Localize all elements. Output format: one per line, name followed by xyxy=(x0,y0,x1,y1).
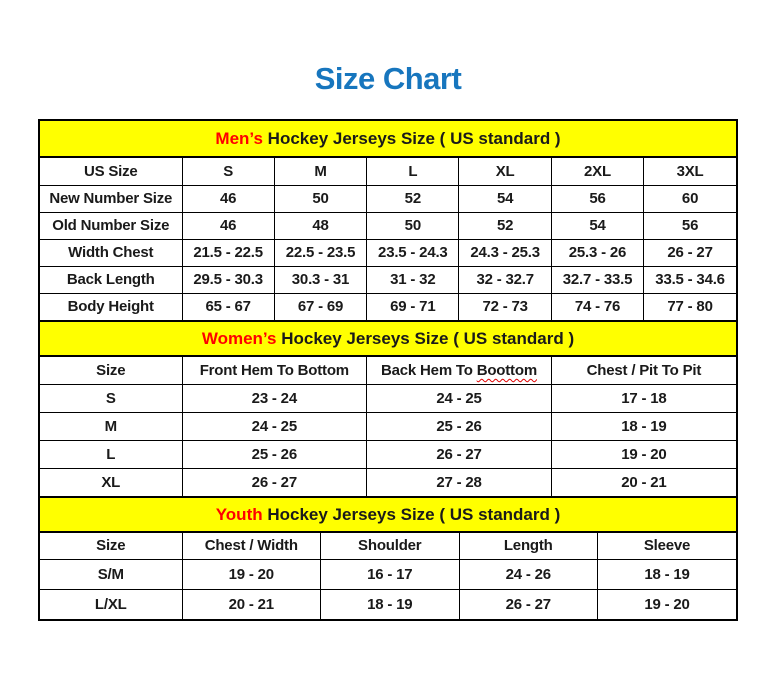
cell: 26 - 27 xyxy=(367,440,552,468)
cell: 31 - 32 xyxy=(367,266,459,293)
womens-banner-highlight: Women’s xyxy=(201,328,277,348)
womens-size-table xyxy=(40,357,736,496)
cell: 29.5 - 30.3 xyxy=(182,266,274,293)
cell: 54 xyxy=(459,185,551,212)
page-title: Size Chart xyxy=(314,61,462,96)
table-row-womens-s xyxy=(40,384,736,412)
cell: 77 - 80 xyxy=(644,293,736,320)
cell: 19 - 20 xyxy=(182,559,321,589)
cell: 32 - 32.7 xyxy=(459,266,551,293)
cell: 24.3 - 25.3 xyxy=(459,239,551,266)
table-row-womens-xl xyxy=(40,468,736,496)
cell: 16 - 17 xyxy=(321,559,460,589)
table-row-back-length xyxy=(40,266,736,293)
mens-banner-text: Hockey Jerseys Size ( US standard ) xyxy=(262,128,561,148)
column-header-size: Size xyxy=(40,357,182,384)
cell: 26 - 27 xyxy=(459,589,598,619)
cell: 25 - 26 xyxy=(182,440,367,468)
cell: 26 - 27 xyxy=(644,239,736,266)
column-header-us-size: US Size xyxy=(40,158,182,185)
table-row-old-number-size xyxy=(40,212,736,239)
column-header-chest-width: Chest / Width xyxy=(182,533,321,559)
cell: 56 xyxy=(644,212,736,239)
table-row-youth-sm xyxy=(40,559,736,589)
youth-banner-highlight: Youth xyxy=(215,504,263,524)
cell: 24 - 26 xyxy=(459,559,598,589)
cell: 50 xyxy=(274,185,366,212)
row-label: L/XL xyxy=(40,589,182,619)
column-header-s: S xyxy=(182,158,274,185)
cell: 30.3 - 31 xyxy=(274,266,366,293)
cell: 48 xyxy=(274,212,366,239)
cell: 23.5 - 24.3 xyxy=(367,239,459,266)
cell: 46 xyxy=(182,212,274,239)
table-row-womens-m xyxy=(40,412,736,440)
cell: 33.5 - 34.6 xyxy=(644,266,736,293)
cell: 24 - 25 xyxy=(367,384,552,412)
back-hem-typo-word: Boottom xyxy=(476,361,537,379)
cell: 18 - 19 xyxy=(598,559,737,589)
column-header-chest-pit: Chest / Pit To Pit xyxy=(551,357,736,384)
cell: 21.5 - 22.5 xyxy=(182,239,274,266)
cell: 56 xyxy=(551,185,643,212)
column-header-xl: XL xyxy=(459,158,551,185)
mens-banner-highlight: Men’s xyxy=(215,128,263,148)
cell: 27 - 28 xyxy=(367,468,552,496)
table-row-youth-lxl xyxy=(40,589,736,619)
youth-header-row xyxy=(40,533,736,559)
column-header-3xl: 3XL xyxy=(644,158,736,185)
cell: 60 xyxy=(644,185,736,212)
youth-section-banner xyxy=(40,496,736,533)
mens-size-table xyxy=(40,158,736,320)
column-header-size: Size xyxy=(40,533,182,559)
cell: 17 - 18 xyxy=(551,384,736,412)
womens-header-row xyxy=(40,357,736,384)
column-header-shoulder: Shoulder xyxy=(321,533,460,559)
cell: 24 - 25 xyxy=(182,412,367,440)
cell: 23 - 24 xyxy=(182,384,367,412)
table-row-womens-l xyxy=(40,440,736,468)
row-label: Width Chest xyxy=(40,239,182,266)
table-row-width-chest xyxy=(40,239,736,266)
womens-banner-text: Hockey Jerseys Size ( US standard ) xyxy=(276,328,575,348)
size-chart-tables xyxy=(38,119,738,621)
cell: 18 - 19 xyxy=(551,412,736,440)
cell: 19 - 20 xyxy=(551,440,736,468)
table-row-body-height xyxy=(40,293,736,320)
column-header-m: M xyxy=(274,158,366,185)
column-header-sleeve: Sleeve xyxy=(598,533,737,559)
mens-header-row xyxy=(40,158,736,185)
youth-banner-text: Hockey Jerseys Size ( US standard ) xyxy=(262,504,561,524)
row-label: Back Length xyxy=(40,266,182,293)
cell: 18 - 19 xyxy=(321,589,460,619)
column-header-front-hem: Front Hem To Bottom xyxy=(182,357,367,384)
row-label: S xyxy=(40,384,182,412)
row-label: New Number Size xyxy=(40,185,182,212)
row-label: XL xyxy=(40,468,182,496)
column-header-l: L xyxy=(367,158,459,185)
table-row-new-number-size xyxy=(40,185,736,212)
cell: 50 xyxy=(367,212,459,239)
row-label: S/M xyxy=(40,559,182,589)
cell: 74 - 76 xyxy=(551,293,643,320)
youth-size-table xyxy=(40,533,736,619)
row-label: M xyxy=(40,412,182,440)
column-header-back-hem xyxy=(367,357,552,384)
cell: 20 - 21 xyxy=(551,468,736,496)
cell: 19 - 20 xyxy=(598,589,737,619)
cell: 72 - 73 xyxy=(459,293,551,320)
cell: 67 - 69 xyxy=(274,293,366,320)
cell: 26 - 27 xyxy=(182,468,367,496)
cell: 54 xyxy=(551,212,643,239)
row-label: L xyxy=(40,440,182,468)
row-label: Old Number Size xyxy=(40,212,182,239)
cell: 65 - 67 xyxy=(182,293,274,320)
row-label: Body Height xyxy=(40,293,182,320)
back-hem-prefix: Back Hem To xyxy=(381,361,477,379)
cell: 52 xyxy=(459,212,551,239)
cell: 25 - 26 xyxy=(367,412,552,440)
cell: 20 - 21 xyxy=(182,589,321,619)
womens-section-banner xyxy=(40,320,736,357)
mens-section-banner xyxy=(40,121,736,158)
cell: 25.3 - 26 xyxy=(551,239,643,266)
cell: 46 xyxy=(182,185,274,212)
cell: 52 xyxy=(367,185,459,212)
cell: 32.7 - 33.5 xyxy=(551,266,643,293)
column-header-2xl: 2XL xyxy=(551,158,643,185)
cell: 22.5 - 23.5 xyxy=(274,239,366,266)
column-header-length: Length xyxy=(459,533,598,559)
cell: 69 - 71 xyxy=(367,293,459,320)
